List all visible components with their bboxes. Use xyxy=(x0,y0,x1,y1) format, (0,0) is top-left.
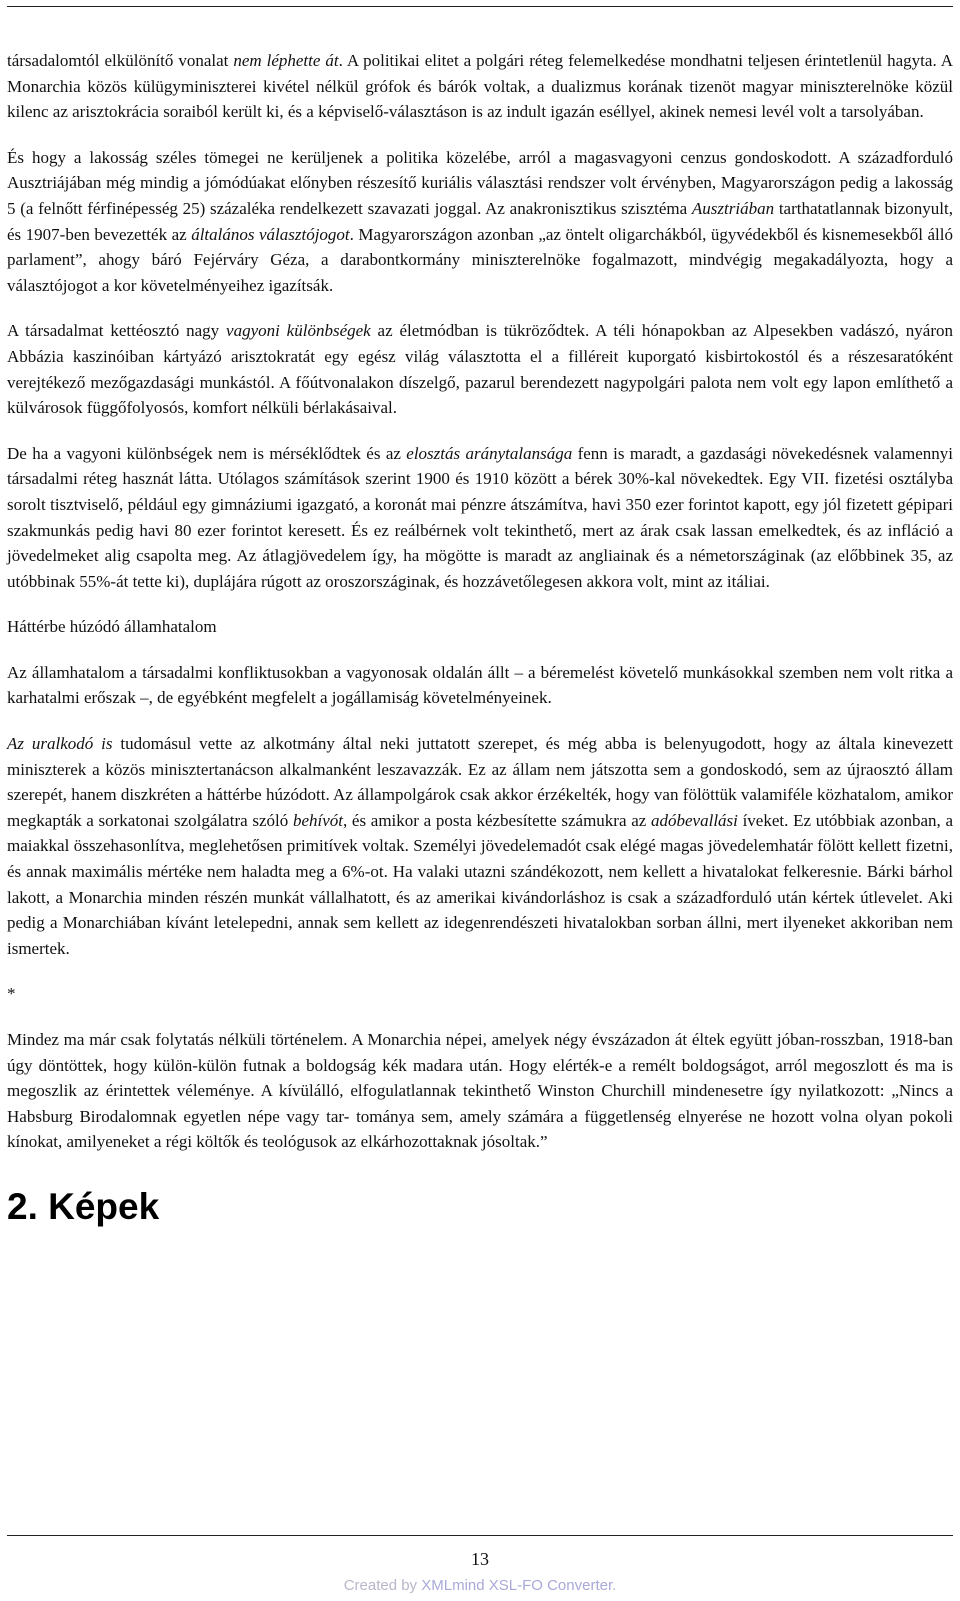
paragraph-churchill xyxy=(7,1027,953,1155)
paragraph-berek xyxy=(7,441,953,595)
footer-suffix: . xyxy=(612,1577,617,1594)
section-subtitle xyxy=(7,614,953,640)
top-rule xyxy=(7,6,953,7)
emphasis-text: vagyoni különbségek xyxy=(226,321,371,341)
footer-prefix: Created by xyxy=(343,1577,422,1594)
text-run: És hogy a lakosság széles tömegei ne kerüljenek a politika közelébe, arról a magasvagyoni cenzus gondoskodott. A századforduló Ausztriájában még mindig a jómódúakat előnyben részesítő kuriális választási rendszer volt érvényben, Magyarországon pedig a lakosság 5 (a felnőtt férfinépesség 25) százaléka rendelkezett szavazati joggal. Az anakronisztikus szisztéma xyxy=(7,147,953,218)
text-run: , és amikor a posta kézbesítette számukra az xyxy=(342,810,651,830)
bottom-rule xyxy=(7,1535,953,1536)
paragraph-allamhatalom xyxy=(7,660,953,711)
text-run: az életmódban is tükröződtek. A téli hónapokban az Alpesekben vadászó, nyáron Abbázia kaszinóiban kártyázó arisztokratát egy egész világ választotta el a filléreit kuporgató kisbirtokostól és a részesaratóként verejtékező mezőgazdasági munkástól. A főútvonalakon díszelgő, pazarul berendezett nagypolgári palota nem volt egy lapon említhető a külvárosok függőfolyosós, komfort nélküli bérlakásaival. xyxy=(7,321,953,418)
converter-footer xyxy=(0,1577,960,1594)
emphasis-text: adóbevallási xyxy=(651,810,738,830)
emphasis-text: Ausztriában xyxy=(691,198,775,218)
text-run: * xyxy=(7,984,16,1004)
paragraph-vagyoni-kulonbsegek xyxy=(7,318,953,420)
paragraph-cenzus xyxy=(7,145,953,299)
emphasis-text: Az uralkodó is xyxy=(7,734,113,754)
section-heading: 2. Képek xyxy=(7,1185,160,1227)
document-body xyxy=(7,48,953,1229)
text-run: társadalomtól elkülönítő vonalat xyxy=(7,51,234,70)
page-number: 13 xyxy=(471,1549,489,1569)
paragraph-monarchia-elite xyxy=(7,48,953,125)
text-run: A társadalmat kettéosztó nagy xyxy=(7,321,227,341)
text-run: . Magyarországon azonban „az öntelt oligarchákból, ügyvédekből és kisnemesekből álló parlament”, ahogy báró Fejérváry Géza, a darabontkormány miniszterelnöke fogalmazott, mindvégig megakadályozta, hogy a választójogot a kor követelményeihez igazítsák. xyxy=(7,224,953,295)
text-run: fenn is maradt, a gazdasági növekedésnek valamennyi társadalmi réteg hasznát látta. Utólagos számítások szerint 1900 és 1910 között a bérek 30%-kal növekedtek. Egy VII. fizetési osztályba sorolt tisztviselő, például egy gimnáziumi igazgató, a koronát mai pénzre átszámítva, havi 350 ezer forintot kapott, egy jól fizetett gépipari szakmunkás pedig havi 80 ezer forintot keresett. És ez reálbérnek volt tekinthető, mert az árak csak lassan emelkedtek, és az infláció a jövedelmeket alig csapolta meg. Az átlagjövedelem így, ha mögötte is maradt az angliainak és a németországinak (az előbbinek 35, az utóbbinak 55%-át tette ki), duplájára rúgott az oroszországinak, és hozzávetőlegesen akkora volt, mint az itáliai. xyxy=(7,443,953,591)
footer-link[interactable]: XMLmind XSL-FO Converter xyxy=(421,1577,613,1594)
text-run: . A politikai elitet a polgári réteg felemelkedése mondhatni teljesen érintetlenül hagyta. A Monarchia közös külügyminiszterei kivétel nélkül grófok és bárók voltak, a dualizmus korának tizenöt magyar miniszterelnöke közül kilenc az arisztokrácia soraiból került ki, és a képviselő-választáson is az indult igazán eséllyel, akinek nemesi levél volt a tarsolyában. xyxy=(7,51,953,122)
text-run: Mindez ma már csak folytatás nélküli történelem. A Monarchia népei, amelyek négy évszázadon át éltek együtt jóban-rosszban, 1918-ban úgy döntöttek, hogy külön-külön futnak a boldogság kék madara után. Hogy elérték-e a remélt boldogságot, arról megoszlott és ma is megoszlik az érintettek véleménye. A kívülálló, elfogulatlannak tekinthető Winston Churchill mindenesetre így nyilatkozott: „Nincs a Habsburg Birodalomnak egyetlen népe vagy tar- tománya sem, amely számára a függetlenség elnyerése ne hozott volna olyan pokoli kínokat, amilyeneket a régi költők és teológusok az elkárhozottaknak jósoltak.” xyxy=(7,1030,953,1152)
text-run: Az államhatalom a társadalmi konfliktusokban a vagyonosak oldalán állt – a béremelést követelő munkásokkal szemben nem volt ritka a karhatalmi erőszak –, de egyébként megfelelt a jogállamiság követelményeinek. xyxy=(7,662,953,708)
emphasis-text: behívót xyxy=(292,810,343,830)
text-run: Háttérbe húzódó államhatalom xyxy=(7,617,217,637)
asterisk-separator xyxy=(7,981,953,1007)
paragraph-uralkodo xyxy=(7,731,953,961)
text-run: tudomásul vette az alkotmány által neki juttatott szerepet, és még abba is belenyugodott, hogy az általa kinevezett miniszterek a közös minisztertanácson alkalmanként leszavazzák. Ez az állam nem játszotta sem a gondoskodó, sem az újraosztó állam szerepét, hanem diszkréten a háttérbe húzódott. Az állampolgárok csak akkor érzékelték, hogy van fölöttük valamiféle közhatalom, amikor megkapták a sorkatonai szolgálatra szóló xyxy=(7,734,953,830)
emphasis-text: elosztás aránytalansága xyxy=(406,443,573,463)
emphasis-text: általános választójogot xyxy=(191,224,350,244)
text-run: íveket. Ez utóbbiak azonban, a maiakkal összehasonlítva, meglehetősen primitívek voltak. Személyi jövedelemadót csak elégé magas jövedelemhatár fölött kellett fizetni, és annak maximális mértéke nem haladta meg a 6%-ot. Ha valaki utazni szándékozott, nem kellett a hivatalokat felkeresnie. Bárki bárhol lakott, a Monarchia minden részén munkát vállalhatott, és az amerikai kivándorláshoz is csak a századforduló után kértek útlevelet. Aki pedig a Monarchiában kívánt letelepedni, annak sem kellett az idegenrendészeti hivatalokban sorban állni, mert ilyeneket akkoriban nem ismertek. xyxy=(7,810,953,958)
text-run: tarthatatlannak bizonyult, és 1907-ben bevezették az xyxy=(7,198,954,244)
emphasis-text: nem léphette át xyxy=(233,51,339,70)
text-run: De ha a vagyoni különbségek nem is mérséklődtek és az xyxy=(7,443,407,463)
